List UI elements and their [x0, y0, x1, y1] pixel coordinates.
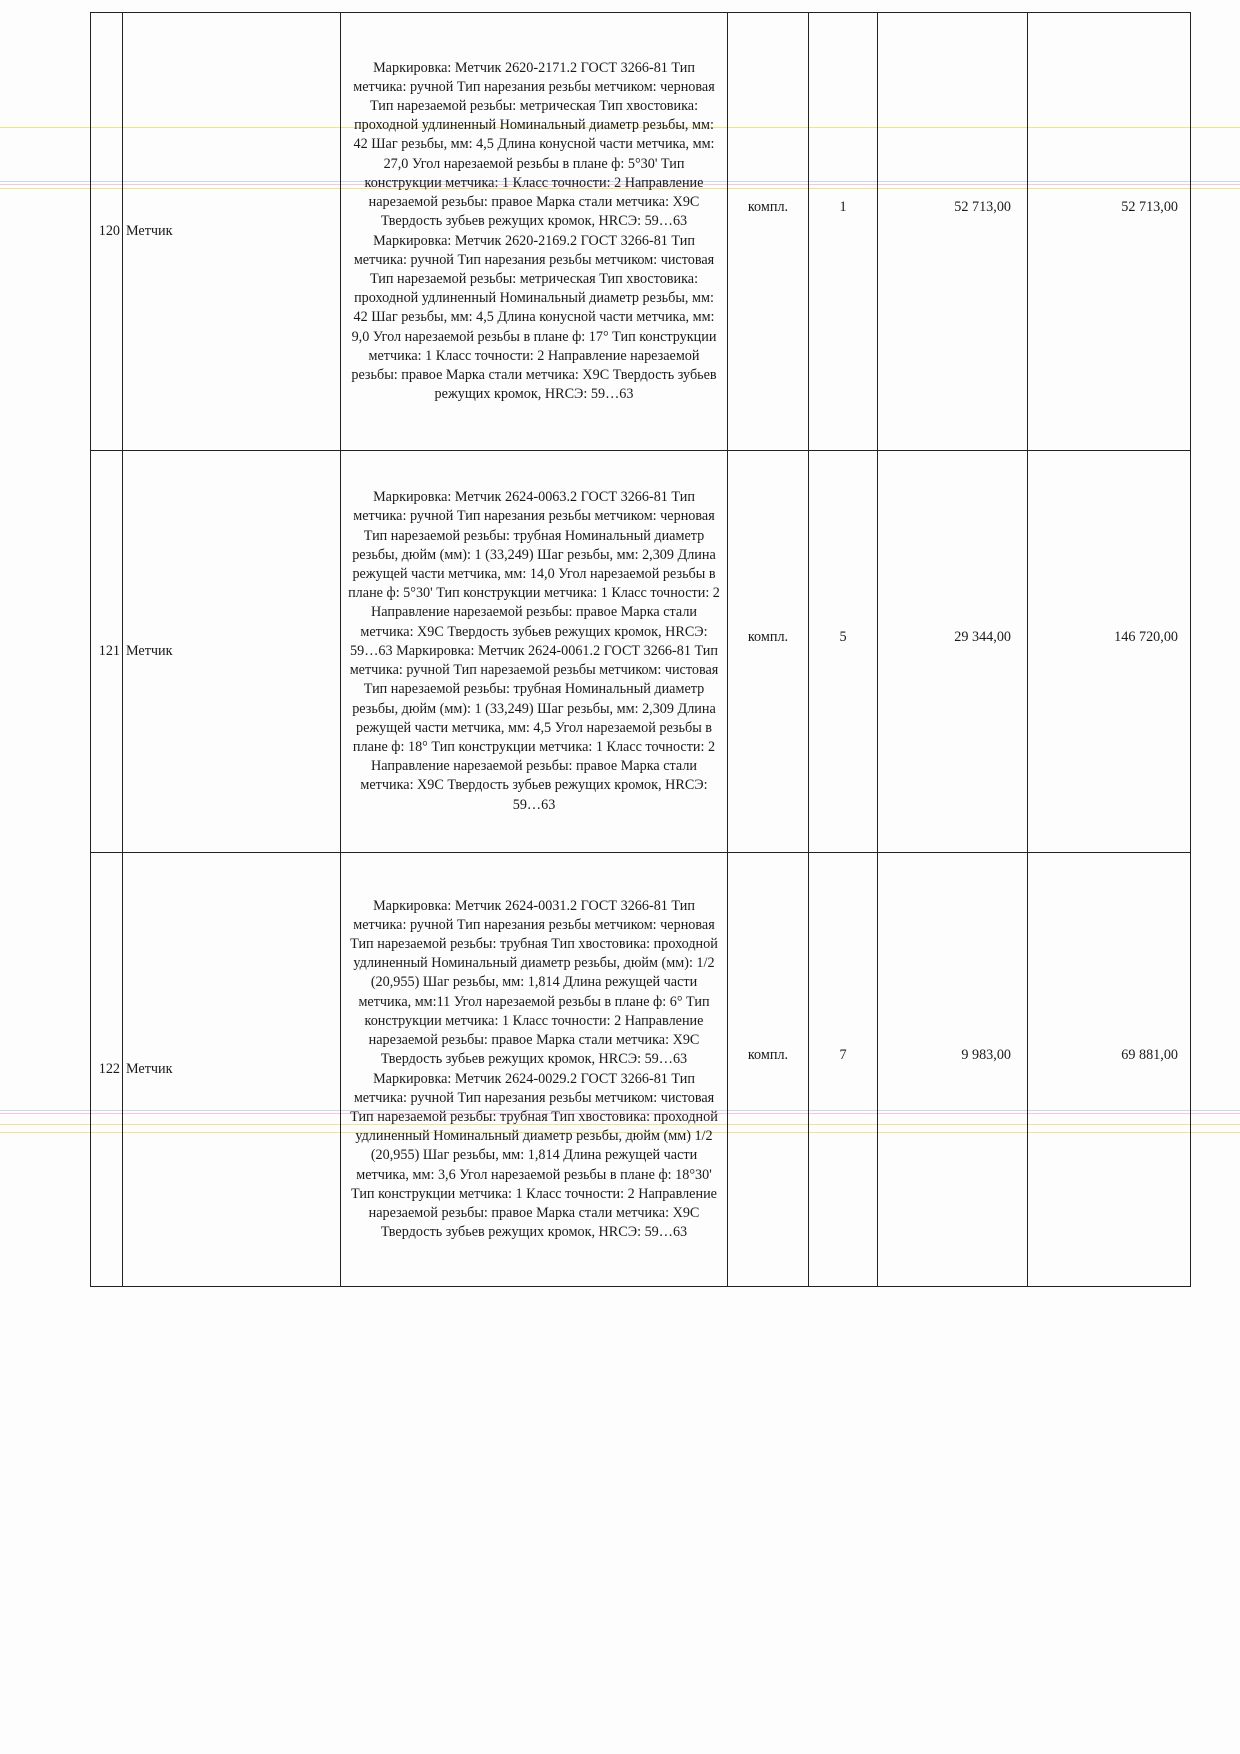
- row-number: 121: [98, 642, 120, 659]
- item-description: Маркировка: Метчик 2624-0031.2 ГОСТ 3266-81 Тип метчика: ручной Тип нарезания резьбы метчиком: черновая Тип нарезаемой резьбы: трубная Тип хвостовика: проходной удлиненный Номинальный диаметр резьбы, дюйм (мм): 1/2 (20,955) Шаг резьбы, мм: 1,814 Длина режущей части метчика, мм:11 Угол нарезаемой резьбы в плане ф: 6° Тип конструкции метчика: 1 Класс точности: 2 Направление нарезаемой резьбы: правое Марка стали метчика: Х9С Твердость зубьев режущих кромок, HRCЭ: 59…63 Маркировка: Метчик 2624-0029.2 ГОСТ 3266-81 Тип метчика: ручной Тип нарезания резьбы метчиком: чистовая Тип нарезаемой резьбы: трубная Тип хвостовика: проходной удлиненный Номинальный диаметр резьбы, дюйм (мм) 1/2 (20,955) Шаг резьбы, мм: 1,814 Длина режущей части метчика, мм: 3,6 Угол нарезаемой резьбы в плане ф: 18°30' Тип конструкции метчика: 1 Класс точности: 2 Направление нарезаемой резьбы: правое Марка стали метчика: Х9С Твердость зубьев режущих кромок, HRCЭ: 59…63: [350, 897, 718, 1241]
- quantity-cell: [809, 13, 878, 451]
- table-row: [91, 451, 1191, 853]
- price-cell: [878, 451, 1028, 853]
- total-value: 69 881,00: [1121, 1046, 1178, 1063]
- row-number-cell: [91, 451, 123, 853]
- quantity-cell: [809, 853, 878, 1287]
- unit-value: компл.: [747, 198, 789, 215]
- item-name-cell: [123, 853, 341, 1287]
- row-number-cell: [91, 853, 123, 1287]
- price-cell: [878, 13, 1028, 451]
- description-cell: [341, 853, 728, 1287]
- specification-table: [90, 12, 1191, 1287]
- description-cell: [341, 451, 728, 853]
- quantity-cell: [809, 451, 878, 853]
- price-value: 52 713,00: [954, 198, 1011, 215]
- unit-cell: [728, 13, 809, 451]
- price-value: 9 983,00: [961, 1046, 1011, 1063]
- table-row: [91, 13, 1191, 451]
- quantity-value: 5: [839, 628, 847, 645]
- total-value: 146 720,00: [1114, 628, 1178, 645]
- item-name: Метчик: [126, 1060, 173, 1077]
- item-name-cell: [123, 451, 341, 853]
- row-number: 122: [98, 1060, 120, 1077]
- total-cell: [1028, 13, 1191, 451]
- item-description: Маркировка: Метчик 2624-0063.2 ГОСТ 3266-81 Тип метчика: ручной Тип нарезания резьбы метчиком: черновая Тип нарезаемой резьбы: трубная Номинальный диаметр резьбы, дюйм (мм): 1 (33,249) Шаг резьбы, мм: 2,309 Длина режущей части метчика, мм: 14,0 Угол нарезаемой резьбы в плане ф: 5°30' Тип конструкции метчика: 1 Класс точности: 2 Направление нарезаемой резьбы: правое Марка стали метчика: Х9С Твердость зубьев режущих кромок, HRCЭ: 59…63 Маркировка: Метчик 2624-0061.2 ГОСТ 3266-81 Тип метчика: ручной Тип нарезаемой резьбы метчиком: чистовая Тип нарезаемой резьбы: трубная Номинальный диаметр резьбы, дюйм (мм): 1 (33,249) Шаг резьбы, мм: 2,309 Длина режущей части метчика, мм: 4,5 Угол нарезаемой резьбы в плане ф: 18° Тип конструкции метчика: 1 Класс точности: 2 Направление нарезаемой резьбы: правое Марка стали метчика: Х9С Твердость зубьев режущих кромок, HRCЭ: 59…63: [348, 489, 720, 813]
- row-number-cell: [91, 13, 123, 451]
- item-name: Метчик: [126, 222, 173, 239]
- quantity-value: 7: [839, 1046, 847, 1063]
- description-cell: [341, 13, 728, 451]
- total-cell: [1028, 853, 1191, 1287]
- row-number: 120: [98, 222, 120, 239]
- item-name: Метчик: [126, 642, 173, 659]
- item-description: Маркировка: Метчик 2620-2171.2 ГОСТ 3266-81 Тип метчика: ручной Тип нарезания резьбы метчиком: черновая Тип нарезаемой резьбы: метрическая Тип хвостовика: проходной удлиненный Номинальный диаметр резьбы, мм: 42 Шаг резьбы, мм: 4,5 Длина конусной части метчика, мм: 27,0 Угол нарезаемой резьбы в плане ф: 5°30' Тип конструкции метчика: 1 Класс точности: 2 Направление нарезаемой резьбы: правое Марка стали метчика: Х9С Твердость зубьев режущих кромок, HRCЭ: 59…63 Маркировка: Метчик 2620-2169.2 ГОСТ 3266-81 Тип метчика: ручной Тип нарезания резьбы метчиком: чистовая Тип нарезаемой резьбы: метрическая Тип хвостовика: проходной удлиненный Номинальный диаметр резьбы, мм: 42 Шаг резьбы, мм: 4,5 Длина конусной части метчика, мм: 9,0 Угол нарезаемой резьбы в плане ф: 17° Тип конструкции метчика: 1 Класс точности: 2 Направление нарезаемой резьбы: правое Марка стали метчика: Х9С Твердость зубьев режущих кромок, HRCЭ: 59…63: [351, 59, 717, 403]
- unit-cell: [728, 451, 809, 853]
- table-row: [91, 853, 1191, 1287]
- unit-value: компл.: [747, 1046, 789, 1063]
- unit-value: компл.: [747, 628, 789, 645]
- total-value: 52 713,00: [1121, 198, 1178, 215]
- price-value: 29 344,00: [954, 628, 1011, 645]
- unit-cell: [728, 853, 809, 1287]
- quantity-value: 1: [839, 198, 847, 215]
- item-name-cell: [123, 13, 341, 451]
- total-cell: [1028, 451, 1191, 853]
- price-cell: [878, 853, 1028, 1287]
